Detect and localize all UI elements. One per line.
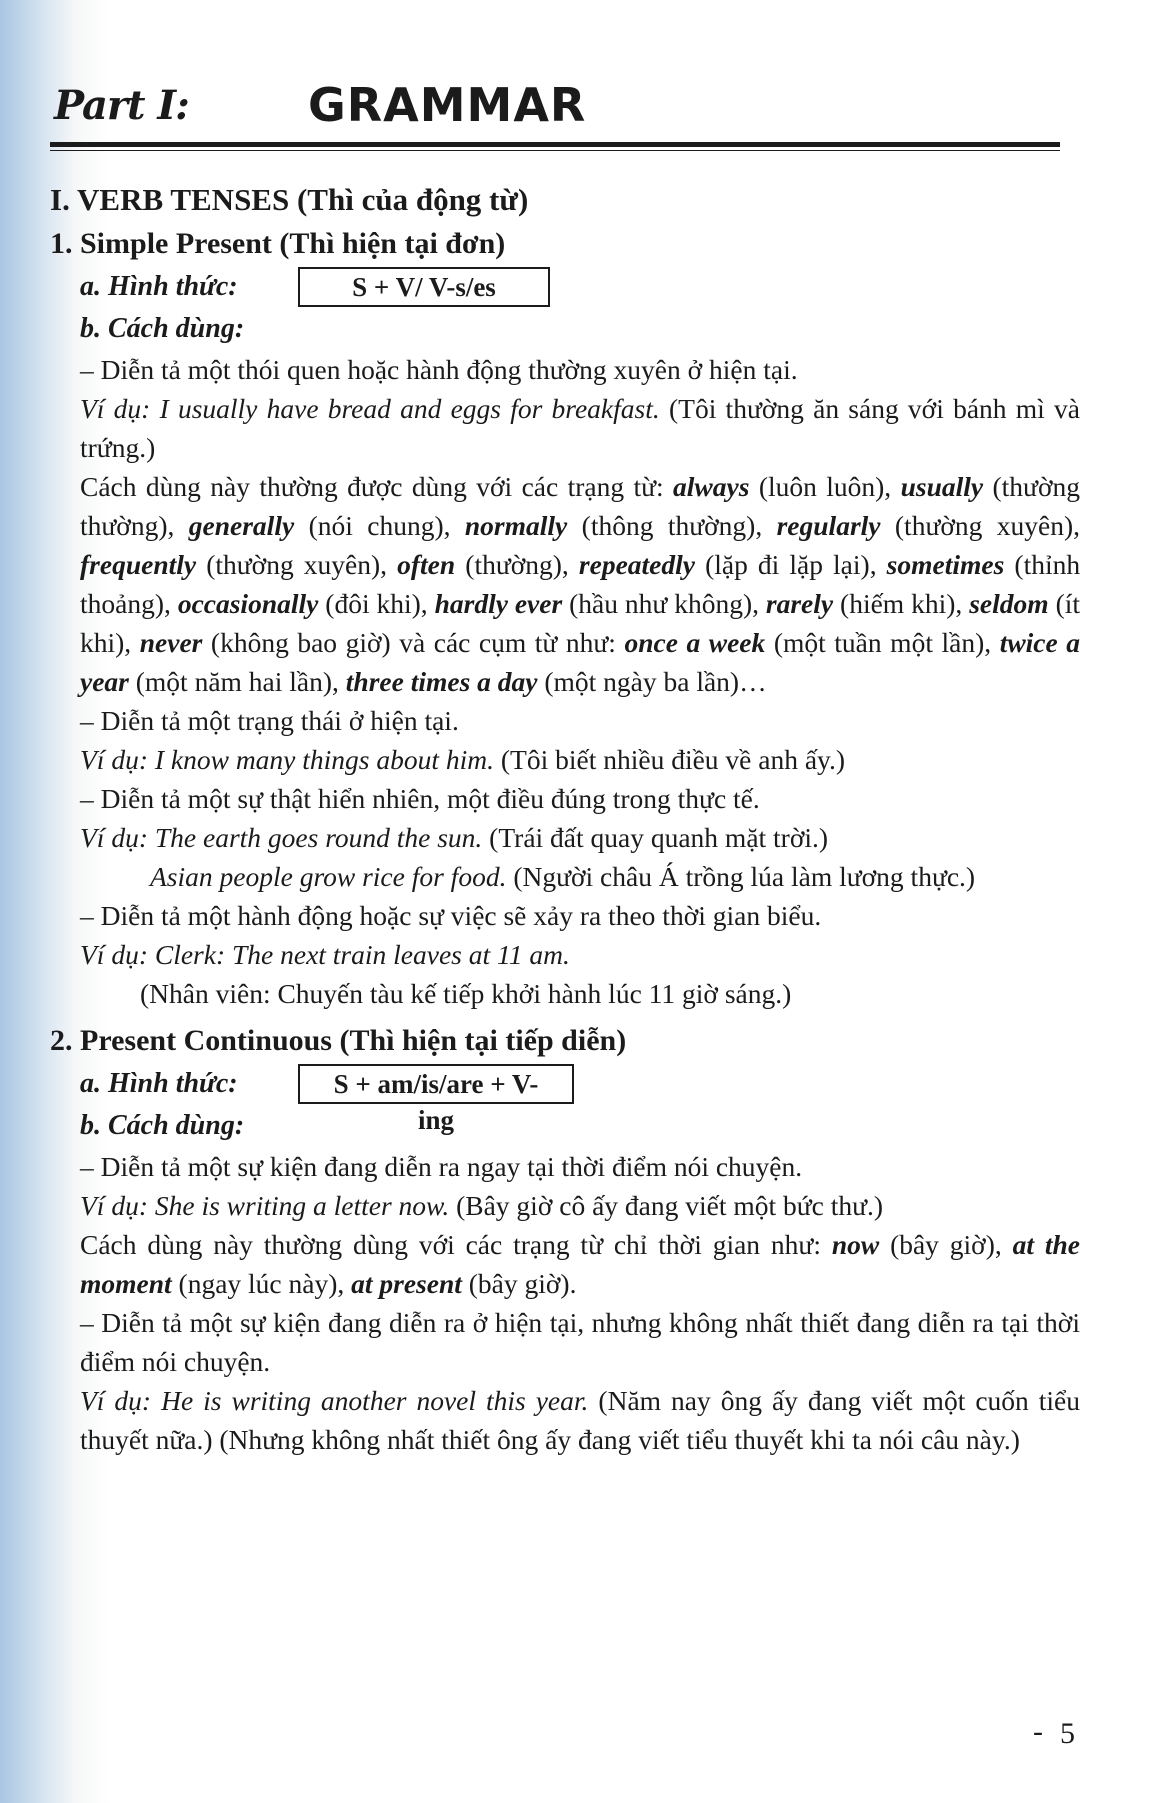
page-dash: - xyxy=(1033,1715,1043,1748)
adverb-meaning: (thường xuyên), xyxy=(206,549,388,580)
example-translation: (Người châu Á trồng lúa làm lương thực.) xyxy=(513,861,976,892)
adverb-meaning: (hiếm khi), xyxy=(840,588,963,619)
header-rule-thick xyxy=(50,142,1060,147)
adverbs-intro: Cách dùng này thường dùng với các trạng từ chỉ thời gian như: xyxy=(80,1229,821,1260)
example-paragraph xyxy=(50,857,1080,896)
part-label: Part I: xyxy=(54,82,189,129)
adverb-term: rarely xyxy=(765,588,834,619)
usage-item: – Diễn tả một thói quen hoặc hành động thường xuyên ở hiện tại. xyxy=(80,354,798,385)
example-english: Asian people grow rice for food. xyxy=(150,861,507,892)
simple-present-usage-row xyxy=(80,308,1080,350)
example-label: Ví dụ: xyxy=(80,393,151,424)
page-content xyxy=(50,60,1080,1459)
example-translation: (Nhân viên: Chuyến tàu kế tiếp khởi hành lúc 11 giờ sáng.) xyxy=(140,978,792,1009)
form-label: a. Hình thức: xyxy=(80,271,238,302)
example-english: She is writing a letter now. xyxy=(154,1190,450,1221)
adverb-term: at the moment xyxy=(80,1229,1080,1299)
usage-label: b. Cách dùng: xyxy=(80,313,245,344)
adverb-term: now xyxy=(831,1229,880,1260)
adverb-term: normally xyxy=(464,510,568,541)
part-header xyxy=(50,60,1080,138)
usage-item: – Diễn tả một hành động hoặc sự việc sẽ xảy ra theo thời gian biểu. xyxy=(80,900,822,931)
adverbs-paragraph xyxy=(50,1225,1080,1303)
adverb-meaning: (hầu như không), xyxy=(569,588,759,619)
example-english: I know many things about him. xyxy=(154,744,495,775)
formula-box: S + am/is/are + V-ing xyxy=(298,1064,574,1104)
example-label: Ví dụ: xyxy=(80,939,148,970)
adverb-meaning: (một ngày ba lần)… xyxy=(544,666,767,697)
adverb-meaning: (bây giờ). xyxy=(468,1268,577,1299)
example-english: Clerk: The next train leaves at 11 am. xyxy=(154,939,570,970)
example-paragraph xyxy=(50,935,1080,974)
usage-item: – Diễn tả một sự kiện đang diễn ra ngay tại thời điểm nói chuyện. xyxy=(80,1151,803,1182)
adverb-meaning: (thường thường), xyxy=(80,471,1080,541)
example-english: He is writing another novel this year. xyxy=(161,1385,589,1416)
header-rule-thin xyxy=(50,150,1060,151)
present-continuous-usage-row xyxy=(80,1105,1080,1147)
example-paragraph xyxy=(50,389,1080,467)
adverb-meaning: (thường), xyxy=(465,549,569,580)
example-translation: (Tôi biết nhiều điều về anh ấy.) xyxy=(500,744,846,775)
adverb-term: regularly xyxy=(776,510,881,541)
adverb-meaning: (thỉnh thoảng), xyxy=(80,549,1081,619)
adverb-meaning: (lặp đi lặp lại), xyxy=(705,549,877,580)
adverb-meaning: (thông thường), xyxy=(581,510,763,541)
adverb-term: sometimes xyxy=(886,549,1005,580)
adverb-term: three times a day xyxy=(345,666,538,697)
present-continuous-title: 2. Present Continuous (Thì hiện tại tiếp diễn) xyxy=(50,1024,627,1057)
example-label: Ví dụ: xyxy=(80,822,148,853)
adverb-meaning: (luôn luôn), xyxy=(758,471,892,502)
example-translation: (Tôi thường ăn sáng với bánh mì và trứng.) xyxy=(80,393,1080,463)
example-paragraph xyxy=(50,740,1080,779)
example-paragraph xyxy=(50,818,1080,857)
adverb-meaning: (ít khi), xyxy=(80,588,1081,658)
adverb-meaning: (đôi khi), xyxy=(325,588,428,619)
example-english: I usually have bread and eggs for breakfast. xyxy=(159,393,660,424)
example-label: Ví dụ: xyxy=(80,744,148,775)
adverb-term: often xyxy=(397,549,456,580)
adverb-meaning: (nói chung), xyxy=(308,510,451,541)
usage-item: – Diễn tả một sự thật hiển nhiên, một điều đúng trong thực tế. xyxy=(80,783,760,814)
simple-present-form-row xyxy=(80,266,1080,308)
adverb-term: usually xyxy=(900,471,984,502)
section-title: I. VERB TENSES (Thì của động từ) xyxy=(50,182,529,217)
adverb-meaning: (một năm hai lần), xyxy=(135,666,339,697)
adverb-term: at present xyxy=(351,1268,462,1299)
adverb-meaning: (ngay lúc này), xyxy=(178,1268,345,1299)
example-label: Ví dụ: xyxy=(80,1190,148,1221)
adverb-term: seldom xyxy=(969,588,1049,619)
example-english: The earth goes round the sun. xyxy=(154,822,483,853)
simple-present-title: 1. Simple Present (Thì hiện tại đơn) xyxy=(50,227,506,260)
adverb-term: hardly ever xyxy=(434,588,563,619)
adverb-term: twice a year xyxy=(80,627,1081,697)
adverb-meaning: (một tuần một lần), xyxy=(773,627,992,658)
adverb-meaning: (bây giờ), xyxy=(890,1229,1002,1260)
example-translation: (Bây giờ cô ấy đang viết một bức thư.) xyxy=(456,1190,884,1221)
adverbs-intro: Cách dùng này thường được dùng với các trạng từ: xyxy=(80,471,664,502)
page-number: 5 xyxy=(1060,1717,1075,1750)
adverb-term: generally xyxy=(188,510,295,541)
adverb-meaning: (không bao giờ) và các cụm từ như: xyxy=(210,627,616,658)
adverb-term: never xyxy=(139,627,203,658)
adverbs-paragraph xyxy=(50,467,1080,701)
adverb-term: always xyxy=(673,471,750,502)
example-paragraph xyxy=(50,1186,1080,1225)
adverb-term: repeatedly xyxy=(578,549,695,580)
example-label: Ví dụ: xyxy=(80,1385,152,1416)
example-paragraph xyxy=(50,1381,1080,1459)
usage-item: – Diễn tả một trạng thái ở hiện tại. xyxy=(80,705,459,736)
adverb-term: occasionally xyxy=(177,588,319,619)
adverb-meaning: (thường xuyên), xyxy=(894,510,1081,541)
example-translation: (Trái đất quay quanh mặt trời.) xyxy=(489,822,829,853)
usage-item: – Diễn tả một sự kiện đang diễn ra ở hiện tại, nhưng không nhất thiết đang diễn ra tại thời điểm nói chuyện. xyxy=(80,1307,1080,1377)
usage-label: b. Cách dùng: xyxy=(80,1110,245,1141)
example-translation: (Năm nay ông ấy đang viết một cuốn tiểu thuyết nữa.) (Nhưng không nhất thiết ông ấy đang viết tiểu thuyết khi ta nói câu này.) xyxy=(80,1385,1081,1455)
formula-box: S + V/ V-s/es xyxy=(298,267,550,307)
form-label: a. Hình thức: xyxy=(80,1068,238,1099)
part-title: GRAMMAR xyxy=(308,78,587,132)
adverb-term: frequently xyxy=(80,549,197,580)
adverb-term: once a week xyxy=(624,627,766,658)
